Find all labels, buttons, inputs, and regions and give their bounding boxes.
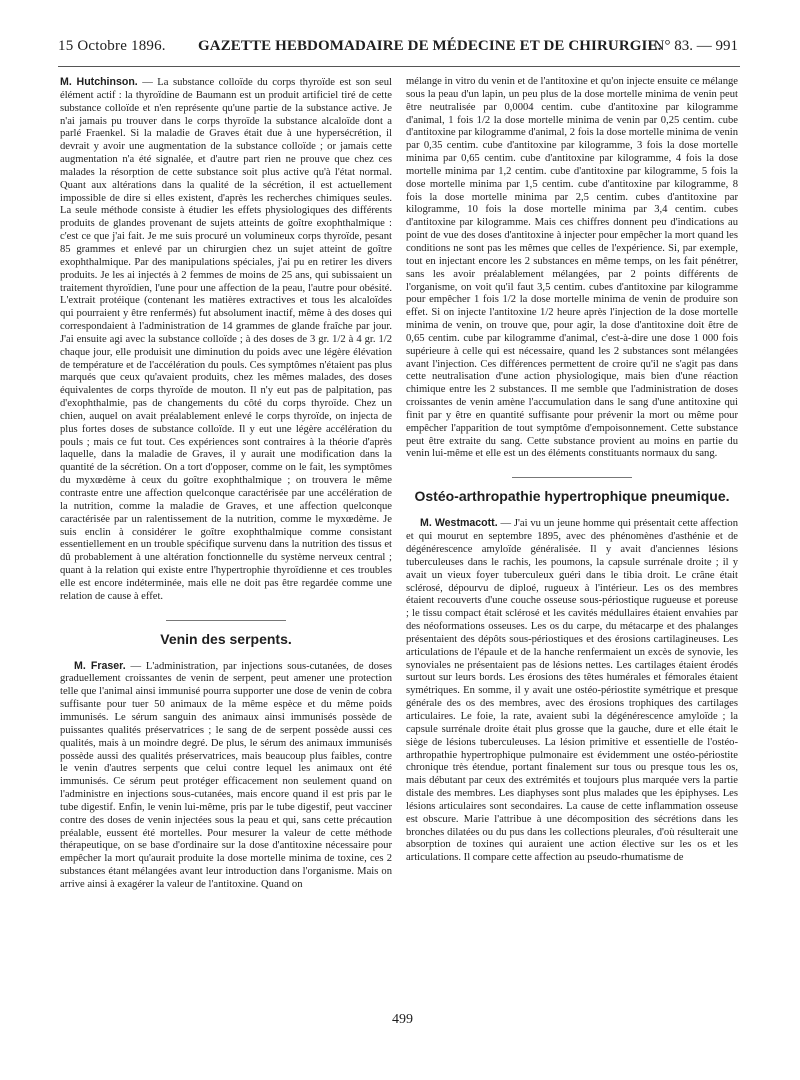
section-title-osteo	[406, 477, 738, 505]
paragraph-westmacott	[406, 517, 738, 865]
paragraph-fraser	[60, 660, 392, 892]
right-column	[406, 76, 738, 865]
author-fraser: M. Fraser.	[74, 659, 126, 672]
section-divider	[166, 620, 286, 621]
paragraph-fraser-text: — L'administration, par injections sous-cutanées, de doses graduellement croissantes de venin de serpent, peut amener une protection telle que l'animal ainsi immunisé pourra supporter une dose de venin de cobra suffisante pour tuer 50 animaux de la même espèce et du même poids immunisés. Le sérum sanguin des animaux ainsi immunisés possède de puissantes qualités préservatrices ; le sang de de serpent possède aussi ces qualités, mais à un moindre degré. De plus, le sérum des animaux immunisés possède aussi des qualités préservatrices, mais beaucoup plus faibles, contre le venin d'autres serpents que celui contre lequel les animaux ont été immunisés. Ce sérum peut protéger efficacement non seulement quand on l'administre en injections sous-cutanées, mais encore quand il est pris par le tube digestif. Enfin, le venin lui-même, pris par le tube digestif, peut vacciner contre des doses de venin injectées sous la peau et qui, sans cette précaution préalable, eussent été mortelles. Pour mesurer la valeur de cette méthode thérapeutique, on se base d'ordinaire sur la dose d'antitoxine nécessaire pour empêcher la mort qu'aurait produite la dose mortelle minima de toxine, ces 2 substances étant mélangées avant leur introduction dans l'organisme. Mais on arrive ainsi à exagérer la valeur de l'antitoxine. Quand on	[60, 660, 392, 890]
author-hutchinson: M. Hutchinson.	[60, 76, 138, 88]
section-divider	[512, 477, 632, 478]
header-rule	[58, 66, 740, 67]
header-issue-number: N° 83. — 991	[653, 38, 738, 54]
section-title-venin	[60, 620, 392, 648]
page-folio-number: 499	[392, 1012, 413, 1027]
paragraph-westmacott-text: — J'ai vu un jeune homme qui présentait cette affection et qui mourut en septembre 1895, avec des phénomènes d'asthénie et de dégénérescence amyloïde généralisée. Il y avait d'anciennes lésions tuberculeuses dans le rachis, les poumons, la capsule surrénale droite ; il y avait un vieux foyer tuberculeux guéri dans le tibia droit. Le crâne était sclérosé, dépourvu de diploé, rugueux à l'intérieur. Les os des membres étaient recouverts d'une couche osseuse sous-périostique rugueuse et poreuse ; le tissu compact était sclérosé et les cavités médullaires étaient envahies par des néoformations osseuses. Les os du carpe, du métacarpe et des phalanges présentaient des dépôts sous-périostiques et des érosions cartilagineuses. Les articulations de l'épaule et de la hanche renfermaient un excès de synovie, les synoviales ne présentaient pas de lésions nettes. Les cartilages étaient érodés surtout sur leurs bords. Les érosions des têtes humérales et fémorales étaient symétriques. En somme, il y avait une ostéo-périostite symétrique et presque générale des os des membres, avec des érosions trophiques des cartilages articulaires. Le foie, la rate, avaient subi la dégénérescence amyloïde ; la capsule surrénale droite était plus grosse que la gauche, dure et elle était le siège de lésions tuberculeuses. La lésion primitive et essentielle de l'ostéo-arthropathie hypertrophique pulmonaire est évidemment une ostéo-périostite chronique très étendue, portant finalement sur tous ou presque tous les os, mais débutant par ceux des extrémités et toujours plus marquée vers la partie distale des membres. Les diaphyses sont plus malades que les épiphyses. Les lésions articulaires sont secondaires. La cause de cette inflammation osseuse est obscure. Marie l'attribue à une décomposition des sécrétions dans les bronches dilatées ou du pus dans les collections pleurales, d'où résulterait une absorption de toxines qui auraient une action élective sur les os et les articulations. Il compare cette affection au pseudo-rhumatisme de	[406, 518, 738, 864]
running-header	[58, 38, 738, 62]
paragraph-fraser-continued: mélange in vitro du venin et de l'antitoxine et qu'on injecte ensuite ce mélange sous la peau d'un lapin, un peu plus de la dose mortelle minima de venin peut être neutralisée par 0,0004 centim. cube d'antitoxine par kilogramme d'animal, 1 fois 1/2 la dose mortelle minima de venin par 0,25 centim. cube d'antitoxine par kilogramme d'animal, 2 fois la dose mortelle minima de venin par 0,35 centim. cube d'antitoxine par kilogramme, 3 fois la dose mortelle minima par 0,65 centim. cube d'antitoxine par kilogramme, 4 fois la dose mortelle minima par 1,2 centim. cube d'antitoxine par kilogramme, 5 fois la dose mortelle minima par 1,5 centim. cube d'antitoxine par kilogramme, 8 fois la dose mortelle minima par 2,5 centim. cubes d'antitoxine par kilogramme, 10 fois la dose mortelle minima par 3,4 centim. cubes d'antitoxine par kilogramme. Mais ces chiffres donnent peu d'indications au point de vue des doses d'antitoxine à injecter pour empêcher la mort quand les conditions ne sont pas les mêmes que celles de l'expérience. Si, par exemple, tout en injectant encore les 2 substances en même temps, on les fait pénétrer, sans les avoir préalablement mélangées, par 2 points différents de l'organisme, on voit qu'il faut 3,5 centim. cubes d'antitoxine par kilogramme pour empêcher 1 fois 1/2 la dose mortelle minima de venin de produire son effet. Si on injecte l'antitoxine 1/2 heure après l'injection de la dose mortelle minima de venin, on trouve que, pour agir, la dose d'antitoxine doit être de 0,65 centim. cube par kilogramme d'animal, c'est-à-dire une dose 1 000 fois supérieure à celle qui est nécessaire, quand les 2 substances sont mélangées avant l'injection. Ces différences permettent de croire qu'il ne s'agit pas dans cette neutralisation d'une action physiologique, mais bien d'une réaction chimique entre les 2 substances. Il me semble que l'administration de doses croissantes de venin amène l'accumulation dans le sang d'une antitoxine qui finit par y être en quantité suffisante pour prévenir la mort ou même pour empêcher l'apparition de tout symptôme d'empoisonnement. Cette substance peut être extraite du sang. Cette substance provient au moins en partie du venin lui-même et elle est un des éléments constituants normaux du sang.	[406, 76, 738, 460]
paragraph-hutchinson-text: — La substance colloïde du corps thyroïde est son seul élément actif : la thyroïdine de Baumann est un produit artificiel tiré de cette substance colloïde et n'en représente qu'une partie de la substance active. Je n'ai jamais pu trouver dans le corps thyroïde la substance alcaloïde dont a parlé Fraenkel. Si la maladie de Graves était due à une hypersécrétion, il devrait y avoir une augmentation de la substance colloïde ; or jamais cette augmentation n'a été signalée, et d'autre part rien ne prouve que chez ces malades la résorption de cette substance soit plus active qu'à l'état normal. Quant aux altérations dans la qualité de la sécrétion, il est actuellement impossible de dire si elles existent, d'après les recherches chimiques seules. La seule méthode consiste à étudier les effets physiologiques des différents produits de glandes provenant de sujets atteints de goître exophthalmique : c'est ce que j'ai fait. Je me suis procuré un volumineux corps thyroïde, pesant 85 grammes et enlevé par un chirurgien chez un sujet atteint de goître exophthalmique. Par des manipulations spéciales, j'ai pu en retirer les divers produits. Je les ai injectés à 2 femmes de moins de 25 ans, qui subissaient un traitement thyroïdien, l'une pour une affection de la peau, l'autre pour obésité. L'extrait protéique (contenant les matières extractives et tous les alcaloïdes qui pourraient y être renfermés) fut absolument inactif, même à des doses qui correspondaient à l'administration de 14 grammes de glande fraîche par jour. J'ai ensuite agi avec la substance colloïde ; à des doses de 3 gr. 1/2 à 4 gr. 1/2 chaque jour, elle produisit une diminution du poids avec une légère élévation de température et de l'accélération du pouls. Ces symptômes n'étaient pas plus marqués que ceux qu'avaient produits, chez les mêmes malades, des doses équivalentes de corps thyroïde de mouton. Il n'y eut pas de palpitation, pas d'exophthalmie, pas de changements du côté du corps thyroïde. Chez un chien, auquel on avait préalablement enlevé le corps thyroïde, on injecta de plus fortes doses de substance colloïde. Il y eut une légère accélération du pouls ; mais ce fut tout. Ces expériences sont contraires à la théorie d'après laquelle, dans la maladie de Graves, il y aurait une modification dans la quantité de la sécrétion. On a tort d'opposer, comme on le fait, les symptômes du myxœdème à ceux du goître exophthalmique ; on trouvera le même contraste entre une affection quelconque caractérisée par une accélération de la nutrition, comme la maladie de Graves, et une affection quelconque caractérisée par un ralentissement de la nutrition, comme le myxœdème. Je suis enclin à considérer le goître exophthalmique comme consistant essentiellement en un trouble spécifique survenu dans la nutrition des tissus et dû probablement à une altération fonctionnelle du système nerveux central ; quant à la relation qui existe entre l'hypertrophie thyroïdienne et ces troubles elle est encore indéterminée, mais elle ne doit pas être regardée comme une relation de cause à effet.	[60, 77, 392, 602]
section-title-osteo-text: Ostéo-arthropathie hypertrophique pneumique.	[414, 488, 730, 505]
header-journal-title: GAZETTE HEBDOMADAIRE DE MÉDECINE ET DE CHIRURGIE.	[198, 38, 662, 54]
section-title-venin-text: Venin des serpents.	[160, 630, 292, 647]
left-column	[60, 76, 392, 892]
author-westmacott: M. Westmacott.	[420, 517, 498, 530]
header-date: 15 Octobre 1896.	[58, 38, 166, 54]
paragraph-hutchinson	[60, 76, 392, 604]
